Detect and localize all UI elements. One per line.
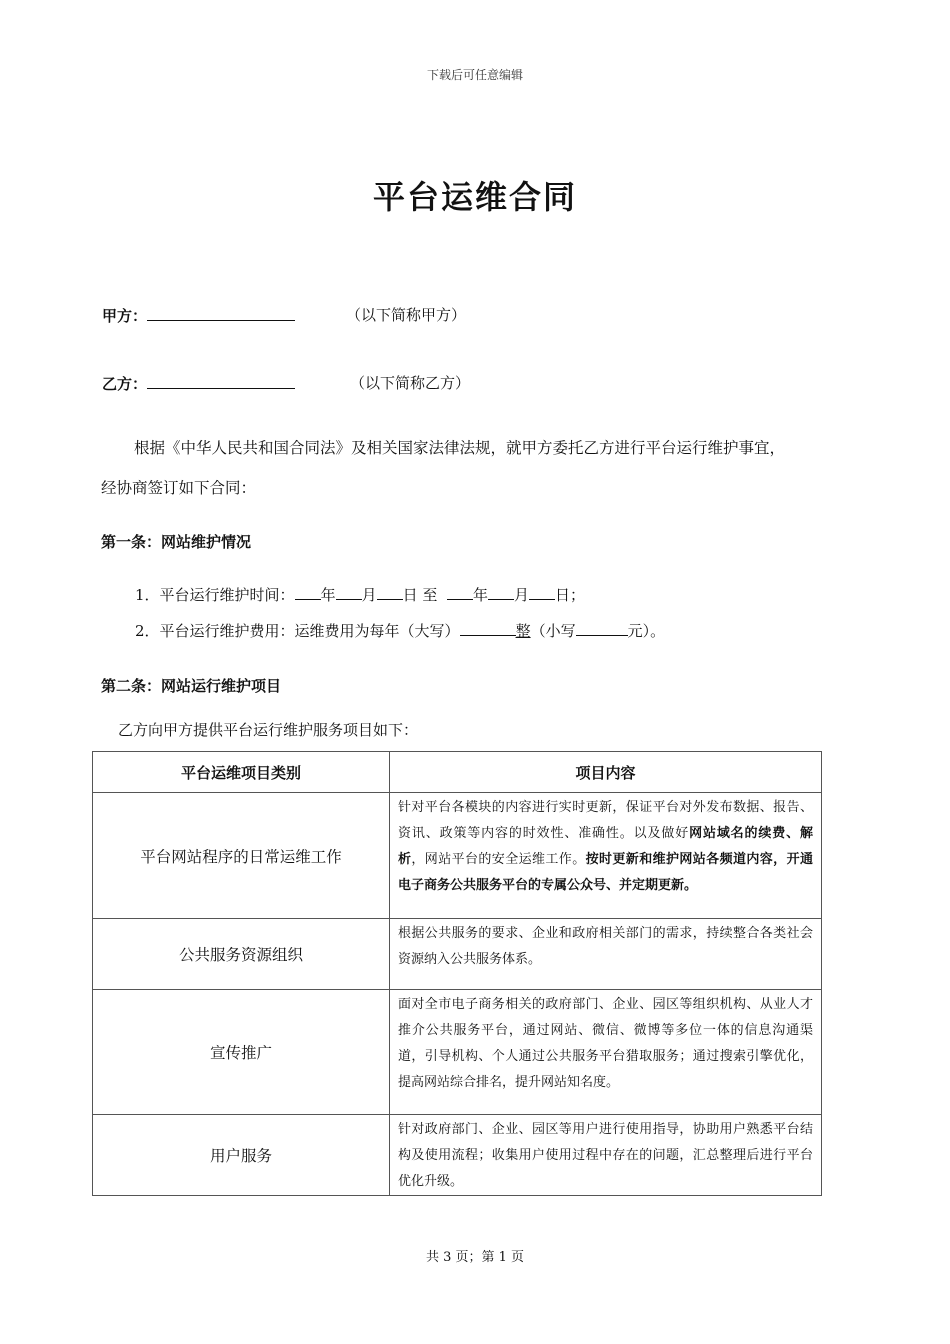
article-2-intro: 乙方向甲方提供平台运行维护服务项目如下： [118, 721, 419, 739]
start-month-blank[interactable] [336, 585, 362, 600]
table-row [93, 919, 822, 990]
row-content-bold-1: 网站域名的续费、解析 [398, 826, 813, 867]
row-content: 针对政府部门、企业、园区等用户进行使用指导，协助用户熟悉平台结构及使用流程；收集用户使用过程中存在的问题，汇总整理后进行平台优化升级。 [390, 1115, 822, 1196]
fee-small-label: （小写 [530, 622, 576, 640]
row-category: 公共服务资源组织 [93, 919, 390, 990]
table-row [93, 990, 822, 1115]
row-content: 根据公共服务的要求、企业和政府相关部门的需求，持续整合各类社会资源纳入公共服务体系。 [390, 919, 822, 990]
end-day-label: 日； [554, 586, 585, 604]
table-header-content: 项目内容 [390, 752, 822, 793]
row-content-part-2: ，网站平台的安全运维工作。 [411, 852, 586, 867]
fee-zheng-label: 整 [515, 622, 531, 640]
start-month-label: 月 [361, 586, 377, 604]
item-1-number: 1． [135, 586, 160, 604]
item-2-number: 2． [135, 622, 160, 640]
intro-line-1: 根据《中华人民共和国合同法》及相关国家法律法规，就甲方委托乙方进行平台运行维护事宜， [134, 439, 786, 457]
table-row [93, 1115, 822, 1196]
article-1-item-1 [135, 584, 585, 605]
item-1-text: 平台运行维护时间： [159, 586, 295, 604]
table-header-row [93, 752, 822, 793]
to-label: 至 [422, 586, 438, 604]
row-content: 面对全市电子商务相关的政府部门、企业、园区等组织机构、从业人才推介公共服务平台，通过网站、微信、微博等多位一体的信息沟通渠道，引导机构、个人通过公共服务平台猎取服务；通过搜索引擎优化，提高网站综合排名，提升网站知名度。 [390, 990, 822, 1115]
end-month-label: 月 [513, 586, 529, 604]
article-1-heading: 第一条：网站维护情况 [101, 533, 252, 551]
party-b-line [102, 372, 295, 394]
fee-capital-blank[interactable] [460, 621, 516, 636]
service-items-table [92, 751, 822, 1196]
start-year-blank[interactable] [295, 585, 321, 600]
end-year-blank[interactable] [447, 585, 473, 600]
party-b-label: 乙方： [102, 375, 148, 393]
row-category: 用户服务 [93, 1115, 390, 1196]
page-footer: 共 3 页；第 1 页 [425, 1250, 525, 1265]
intro-line-2: 经协商签订如下合同： [101, 479, 257, 497]
start-day-blank[interactable] [377, 585, 403, 600]
article-1-item-2 [135, 620, 665, 641]
party-a-line [102, 304, 295, 326]
item-2-text: 平台运行维护费用：运维费用为每年（大写） [159, 622, 460, 640]
row-category: 宣传推广 [93, 990, 390, 1115]
end-month-blank[interactable] [488, 585, 514, 600]
document-title: 平台运维合同 [372, 178, 577, 216]
row-content [390, 793, 822, 919]
end-year-label: 年 [472, 586, 488, 604]
party-a-label: 甲方： [102, 307, 148, 325]
party-a-note: （以下简称甲方） [346, 306, 467, 324]
party-a-blank[interactable] [147, 304, 295, 321]
row-content-bold-2: 按时更新和维护网站各频道内容，开通电子商务公共服务平台的专属公众号、并定期更新。 [398, 852, 813, 893]
fee-yuan-label: 元）。 [627, 622, 666, 640]
start-year-label: 年 [320, 586, 336, 604]
party-b-blank[interactable] [147, 372, 295, 389]
header-note: 下载后可任意编辑 [426, 68, 523, 82]
start-day-label: 日 [402, 586, 418, 604]
row-content-part-1: 针对平台各模块的内容进行实时更新，保证平台对外发布数据、报告、资讯、政策等内容的时效性、准确性。以及做好 [398, 800, 813, 841]
party-b-note: （以下简称乙方） [350, 374, 471, 392]
table-row [93, 793, 822, 919]
table-header-category: 平台运维项目类别 [93, 752, 390, 793]
article-2-heading: 第二条：网站运行维护项目 [101, 677, 282, 695]
row-category: 平台网站程序的日常运维工作 [93, 793, 390, 919]
fee-number-blank[interactable] [576, 621, 628, 636]
end-day-blank[interactable] [529, 585, 555, 600]
